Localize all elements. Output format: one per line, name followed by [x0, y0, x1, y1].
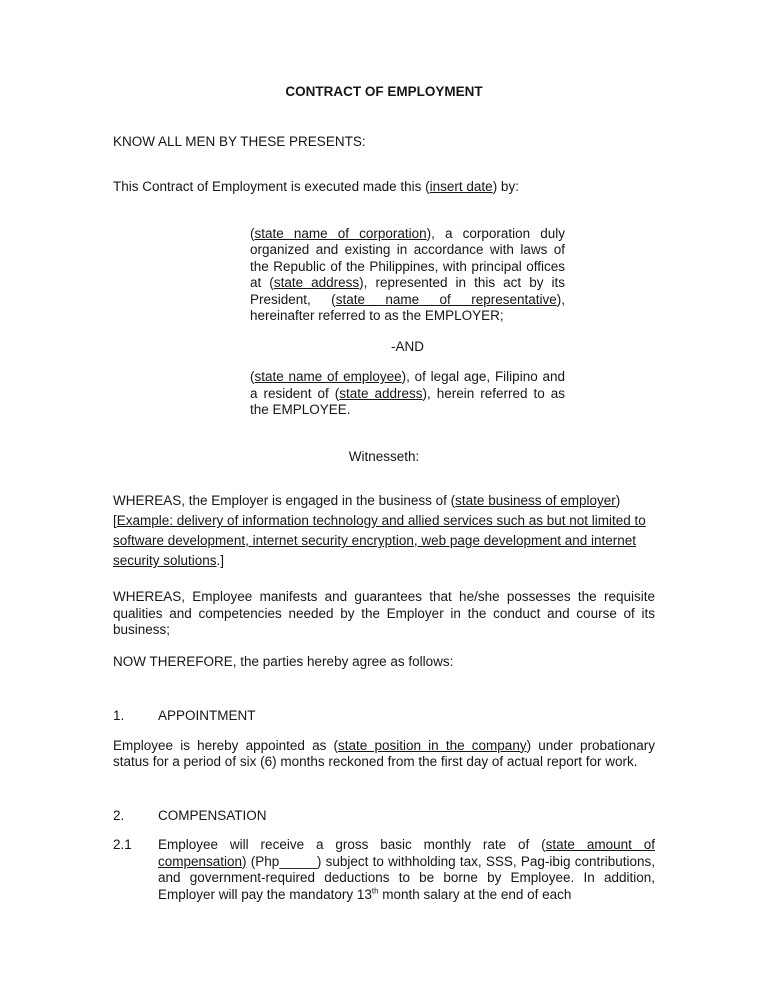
- employer-clause-text: (: [250, 225, 255, 241]
- employer-clause-text: ), hereinafter referred to as the EMPLOYER;: [250, 291, 565, 323]
- whereas-employer-text: WHEREAS, the Employer is engaged in the business of (: [113, 493, 456, 508]
- employer-clause-text: ), represented in this act by its President, (: [250, 275, 565, 307]
- compensation-text: ) subject to withholding tax, SSS, Pag-ibig contributions, and government-required deductions to be borne by Employee. In addition, Employer will pay the mandatory 13: [158, 853, 655, 902]
- whereas-employer-text: .]: [216, 553, 225, 568]
- clause-2-1: [113, 837, 655, 903]
- corporation-name-placeholder: state name of corporation: [254, 225, 427, 241]
- php-amount-blank: _____: [279, 853, 317, 869]
- employer-clause-text: ), a corporation duly organized and existing in accordance with laws of the Republic of the Philippines, with principal offices at (: [250, 225, 565, 290]
- document-title: CONTRACT OF EMPLOYMENT: [285, 84, 483, 99]
- employee-clause-text: (: [250, 369, 255, 384]
- appointment-text: ) under probationary status for a period of six (6) months reckoned from the first day of actual report for work.: [113, 737, 656, 769]
- section-heading-label: COMPENSATION: [158, 807, 267, 823]
- and-separator: -AND: [391, 338, 424, 354]
- execution-text-post: ) by:: [492, 179, 519, 194]
- employee-clause-text: ), herein referred to as the EMPLOYEE.: [250, 385, 565, 417]
- ordinal-suffix: th: [371, 886, 379, 895]
- clause-number: 2.1: [113, 837, 132, 852]
- employer-clause: [250, 226, 565, 325]
- now-therefore-line: NOW THEREFORE, the parties hereby agree as follows:: [113, 653, 454, 669]
- whereas-employer-text: ) [: [113, 493, 621, 528]
- whereas-employer-paragraph: [113, 491, 655, 571]
- parties-block: [250, 226, 565, 419]
- employee-clause: [250, 369, 565, 419]
- compensation-text: (Php: [246, 853, 280, 869]
- clause-2-1-paragraph: [158, 837, 655, 903]
- employer-address-placeholder: state address: [273, 275, 360, 290]
- witnesseth-heading: Witnesseth:: [348, 448, 420, 464]
- employee-name-placeholder: state name of employee: [254, 369, 402, 384]
- section-number: 2.: [113, 807, 125, 823]
- execution-text-pre: This Contract of Employment is executed made this (: [113, 179, 430, 194]
- salutation-line: KNOW ALL MEN BY THESE PRESENTS:: [113, 133, 366, 149]
- appointment-text: Employee is hereby appointed as (: [113, 737, 339, 753]
- whereas-employee-paragraph: WHEREAS, Employee manifests and guarantees that he/she possesses the requisite qualities and competencies needed by the Employer in the conduct and course of its business;: [113, 589, 655, 637]
- insert-date-placeholder: insert date: [429, 179, 493, 194]
- section-number: 1.: [113, 708, 125, 723]
- section-appointment-heading: [113, 708, 655, 725]
- appointment-paragraph: [113, 738, 655, 771]
- execution-line: [113, 179, 655, 196]
- section-heading-label: APPOINTMENT: [158, 708, 256, 723]
- compensation-text: month salary at the end of each: [378, 886, 572, 902]
- section-compensation-heading: [113, 808, 655, 825]
- employee-address-placeholder: state address: [339, 385, 423, 401]
- position-placeholder: state position in the company: [338, 737, 527, 753]
- business-example-text: Example: delivery of information technology and allied services such as but not limited to software development, internet security encryption, web page development and internet security solutions: [113, 513, 646, 568]
- compensation-amount-placeholder: state amount of compensation): [158, 837, 655, 869]
- compensation-text: Employee will receive a gross basic monthly rate of (: [158, 837, 546, 852]
- employee-clause-text: ), of legal age, Filipino and a resident of (: [250, 369, 565, 401]
- business-of-employer-placeholder: state business of employer: [455, 493, 616, 508]
- representative-name-placeholder: state name of representative: [335, 291, 557, 307]
